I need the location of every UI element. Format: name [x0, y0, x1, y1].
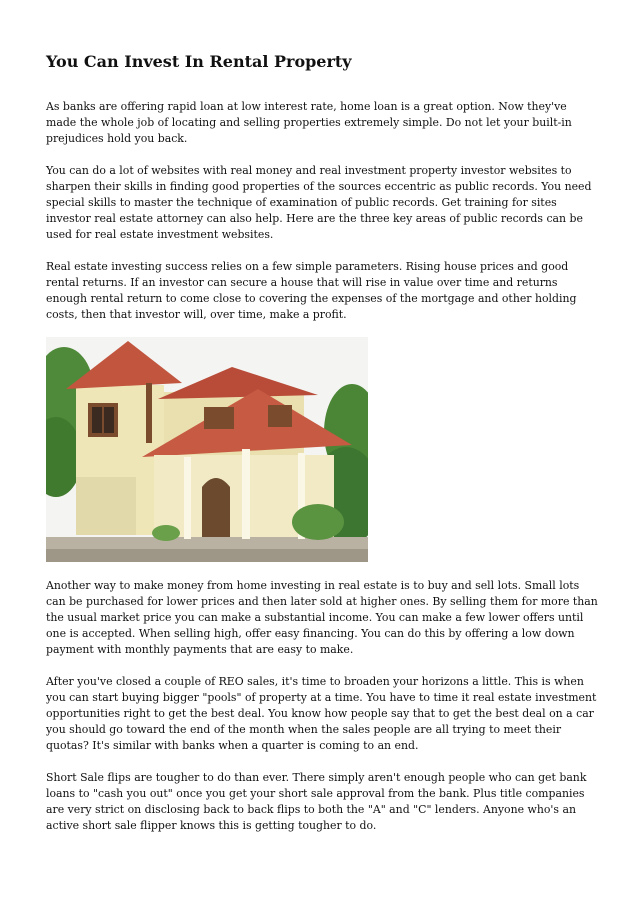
window-narrow — [146, 383, 152, 443]
shrub-mid — [152, 525, 180, 541]
house-photo — [46, 337, 368, 562]
driveway — [46, 549, 368, 562]
front-door — [202, 478, 230, 537]
paragraph-banks-loans: As banks are offering rapid loan at low interest rate, home loan is a great option. Now they've made the whole job of locating and selling properties extremely simple. Do not let your built-in prejudices hold you back. — [46, 100, 572, 145]
window-pane — [92, 407, 102, 433]
paragraph-buy-sell-lots: Another way to make money from home investing in real estate is to buy and sell lots. Small lots can be purchased for lower prices and then later sold at higher ones. By selling them for more than the usual market price you can make a substantial income. You can make a few lower offers until one is accepted. When selling high, offer easy financing. You can do this by offering a low down payment with monthly payments that are easy to make. — [46, 579, 598, 656]
paragraph-short-sale: Short Sale flips are tougher to do than ever. There simply aren't enough people who can get bank loans to "cash you out" once you get your short sale approval from the bank. Plus title companies are very strict on disclosing back to back flips to both the "A" and "C" lenders. Anyone who's an active short sale flipper knows this is getting tougher to do. — [46, 771, 587, 832]
window-upper-right — [268, 405, 292, 427]
column-1 — [184, 457, 191, 539]
column-2 — [242, 449, 250, 539]
paragraph-success-parameters: Real estate investing success relies on a few simple parameters. Rising house prices and good rental returns. If an investor can secure a house that will rise in value over time and returns enough rental return to come close to covering the expenses of the mortgage and other holding costs, then that investor will, over time, make a profit. — [46, 260, 577, 321]
house-illustration — [46, 337, 368, 562]
shrub-right — [292, 504, 344, 540]
document-title: You Can Invest In Rental Property — [46, 52, 352, 71]
window-pane — [104, 407, 114, 433]
paragraph-public-records: You can do a lot of websites with real money and real investment property investor websites to sharpen their skills in finding good properties of the sources eccentric as public records. You need special skills to master the technique of examination of public records. Get training for sites investor real estate attorney can also help. Here are the three key areas of public records can be used for real estate investment websites. — [46, 164, 592, 241]
garage — [76, 477, 136, 535]
paragraph-reo-sales: After you've closed a couple of REO sales, it's time to broaden your horizons a little. This is when you can start buying bigger "pools" of property at a time. You have to time it real estate investment opportunities right to get the best deal. You know how people say that to get the best deal on a car you should go toward the end of the month when the sales people are all trying to meet their quotas? It's similar with banks when a quarter is coming to an end. — [46, 675, 597, 752]
window-upper-mid — [204, 407, 234, 429]
